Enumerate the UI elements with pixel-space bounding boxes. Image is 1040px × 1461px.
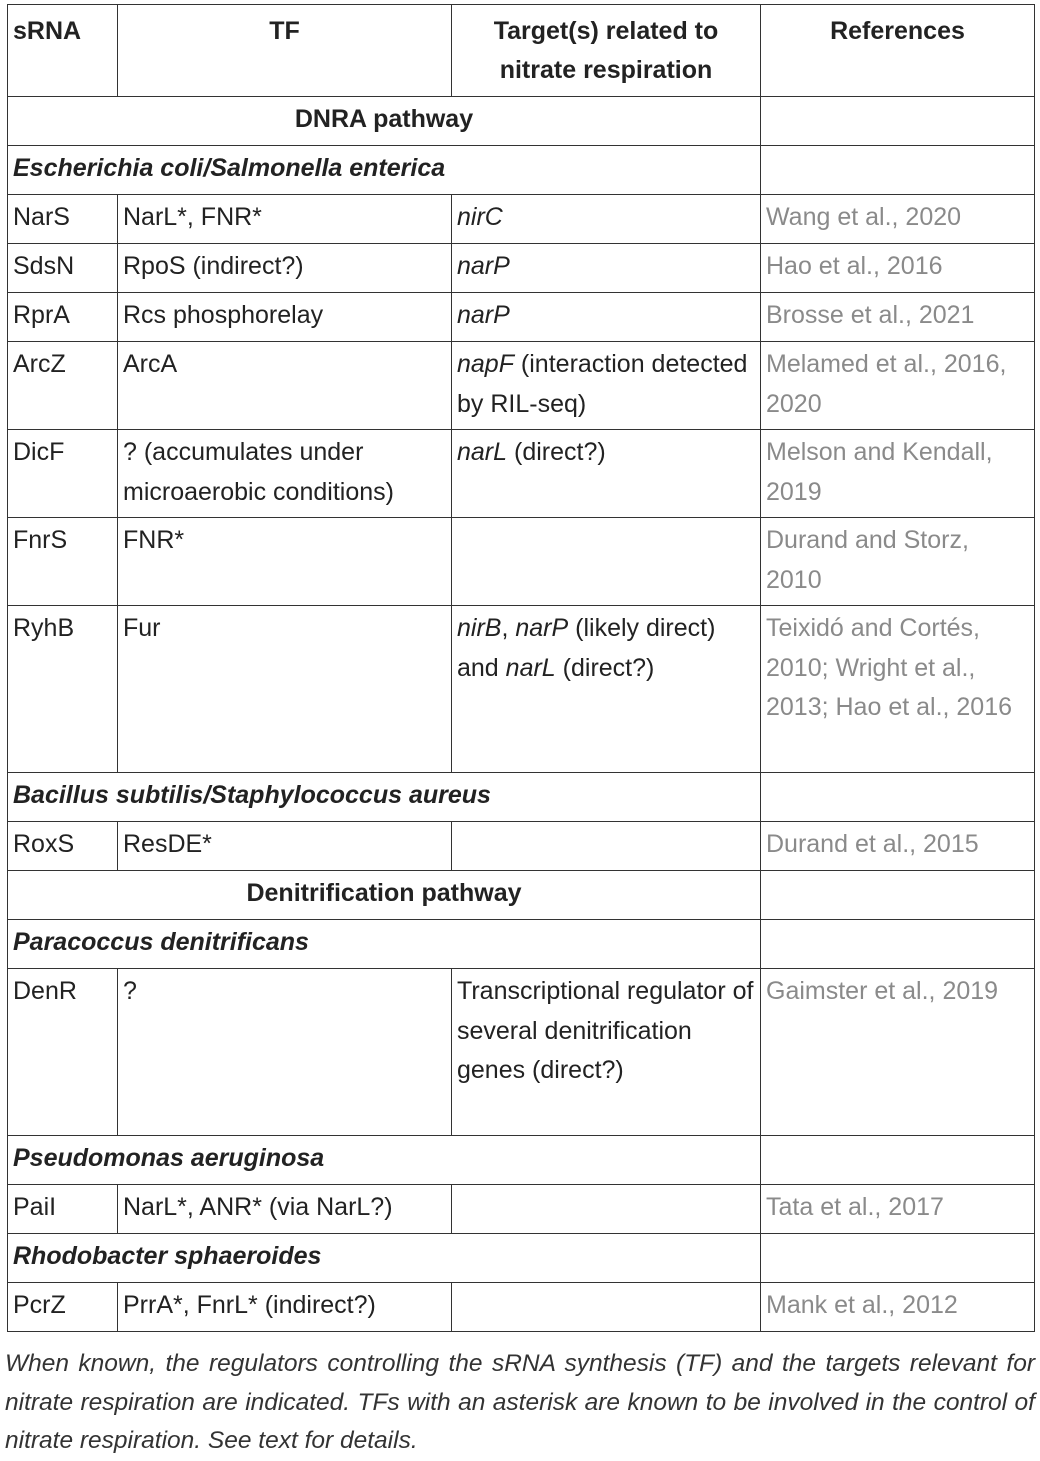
srna-cell: NarS bbox=[8, 195, 118, 244]
srna-cell: RyhB bbox=[8, 606, 118, 773]
target-gene: narP bbox=[457, 252, 510, 280]
section-row bbox=[8, 871, 1035, 920]
target-cell bbox=[452, 342, 761, 430]
organism-row bbox=[8, 773, 1035, 822]
target-cell bbox=[452, 1283, 761, 1332]
reference-cell: Hao et al., 2016 bbox=[761, 244, 1035, 293]
reference-cell: Tata et al., 2017 bbox=[761, 1185, 1035, 1234]
target-cell bbox=[452, 293, 761, 342]
target-cell bbox=[452, 606, 761, 773]
table-row bbox=[8, 1185, 1035, 1234]
organism-name: Pseudomonas aeruginosa bbox=[8, 1136, 761, 1185]
organism-ref-cell bbox=[761, 920, 1035, 969]
section-ref-cell bbox=[761, 871, 1035, 920]
organism-name: Paracoccus denitrificans bbox=[8, 920, 761, 969]
tf-cell: ? (accumulates under microaerobic conditions) bbox=[118, 430, 452, 518]
reference-cell: Durand and Storz, 2010 bbox=[761, 518, 1035, 606]
srna-cell: PcrZ bbox=[8, 1283, 118, 1332]
srna-cell: FnrS bbox=[8, 518, 118, 606]
target-gene: nirC bbox=[457, 203, 503, 231]
section-ref-cell bbox=[761, 97, 1035, 146]
header-row bbox=[8, 5, 1035, 97]
srna-table bbox=[7, 4, 1035, 1332]
reference-cell: Melamed et al., 2016, 2020 bbox=[761, 342, 1035, 430]
target-gene: napF bbox=[457, 350, 514, 378]
organism-ref-cell bbox=[761, 1136, 1035, 1185]
srna-cell: DicF bbox=[8, 430, 118, 518]
header-references: References bbox=[761, 5, 1035, 97]
target-cell bbox=[452, 244, 761, 293]
table-row bbox=[8, 195, 1035, 244]
target-note: (direct?) bbox=[507, 438, 606, 466]
srna-cell: ArcZ bbox=[8, 342, 118, 430]
target-gene: narL bbox=[505, 653, 556, 682]
table-row bbox=[8, 342, 1035, 430]
target-gene: narP bbox=[457, 301, 510, 329]
organism-row bbox=[8, 1234, 1035, 1283]
table-caption: When known, the regulators controlling the sRNA synthesis (TF) and the targets relevant for nitrate respiration are indicated. TFs with an asterisk are known to be involved in the control of nitrate respiration. See text for details. bbox=[5, 1350, 1035, 1454]
srna-cell: RprA bbox=[8, 293, 118, 342]
target-cell bbox=[452, 518, 761, 606]
target-gene: narP bbox=[515, 614, 569, 642]
tf-cell: FNR* bbox=[118, 518, 452, 606]
reference-cell: Mank et al., 2012 bbox=[761, 1283, 1035, 1332]
target-gene: narL bbox=[457, 438, 508, 466]
srna-cell: RoxS bbox=[8, 822, 118, 871]
reference-cell: Teixidó and Cortés, 2010; Wright et al., 2013; Hao et al., 2016 bbox=[761, 606, 1035, 773]
target-note: (direct?) bbox=[555, 653, 655, 682]
table-row bbox=[8, 244, 1035, 293]
table-row bbox=[8, 293, 1035, 342]
tf-cell: NarL*, ANR* (via NarL?) bbox=[118, 1185, 452, 1234]
srna-cell: PaiI bbox=[8, 1185, 118, 1234]
organism-ref-cell bbox=[761, 1234, 1035, 1283]
tf-cell: ArcA bbox=[118, 342, 452, 430]
target-note: (likely direct) and bbox=[457, 614, 716, 682]
target-gene: nirB bbox=[457, 614, 502, 642]
organism-row bbox=[8, 920, 1035, 969]
target-note: , bbox=[501, 614, 516, 642]
target-cell bbox=[452, 1185, 761, 1234]
reference-cell: Gaimster et al., 2019 bbox=[761, 969, 1035, 1136]
section-title: Denitrification pathway bbox=[8, 871, 761, 920]
section-title: DNRA pathway bbox=[8, 97, 761, 146]
table-row bbox=[8, 606, 1035, 773]
srna-cell: SdsN bbox=[8, 244, 118, 293]
tf-cell: Fur bbox=[118, 606, 452, 773]
reference-cell: Wang et al., 2020 bbox=[761, 195, 1035, 244]
table-row bbox=[8, 518, 1035, 606]
reference-cell: Brosse et al., 2021 bbox=[761, 293, 1035, 342]
tf-cell: RpoS (indirect?) bbox=[118, 244, 452, 293]
target-cell bbox=[452, 822, 761, 871]
header-srna: sRNA bbox=[8, 5, 118, 97]
table-row bbox=[8, 822, 1035, 871]
target-cell bbox=[452, 195, 761, 244]
reference-cell: Melson and Kendall, 2019 bbox=[761, 430, 1035, 518]
organism-ref-cell bbox=[761, 146, 1035, 195]
tf-cell: NarL*, FNR* bbox=[118, 195, 452, 244]
tf-cell: PrrA*, FnrL* (indirect?) bbox=[118, 1283, 452, 1332]
srna-cell: DenR bbox=[8, 969, 118, 1136]
header-tf: TF bbox=[118, 5, 452, 97]
tf-cell: ResDE* bbox=[118, 822, 452, 871]
organism-name: Rhodobacter sphaeroides bbox=[8, 1234, 761, 1283]
tf-cell: ? bbox=[118, 969, 452, 1136]
section-row bbox=[8, 97, 1035, 146]
table-row bbox=[8, 969, 1035, 1136]
table-row bbox=[8, 1283, 1035, 1332]
table-row bbox=[8, 430, 1035, 518]
organism-ref-cell bbox=[761, 773, 1035, 822]
tf-cell: Rcs phosphorelay bbox=[118, 293, 452, 342]
organism-name: Escherichia coli/Salmonella enterica bbox=[8, 146, 761, 195]
header-targets: Target(s) related to nitrate respiration bbox=[452, 5, 761, 97]
target-note: (interaction detected by RIL-seq) bbox=[457, 350, 748, 418]
organism-name: Bacillus subtilis/Staphylococcus aureus bbox=[8, 773, 761, 822]
target-cell bbox=[452, 430, 761, 518]
target-cell: Transcriptional regulator of several denitrification genes (direct?) bbox=[452, 969, 761, 1136]
reference-cell: Durand et al., 2015 bbox=[761, 822, 1035, 871]
organism-row bbox=[8, 1136, 1035, 1185]
organism-row bbox=[8, 146, 1035, 195]
